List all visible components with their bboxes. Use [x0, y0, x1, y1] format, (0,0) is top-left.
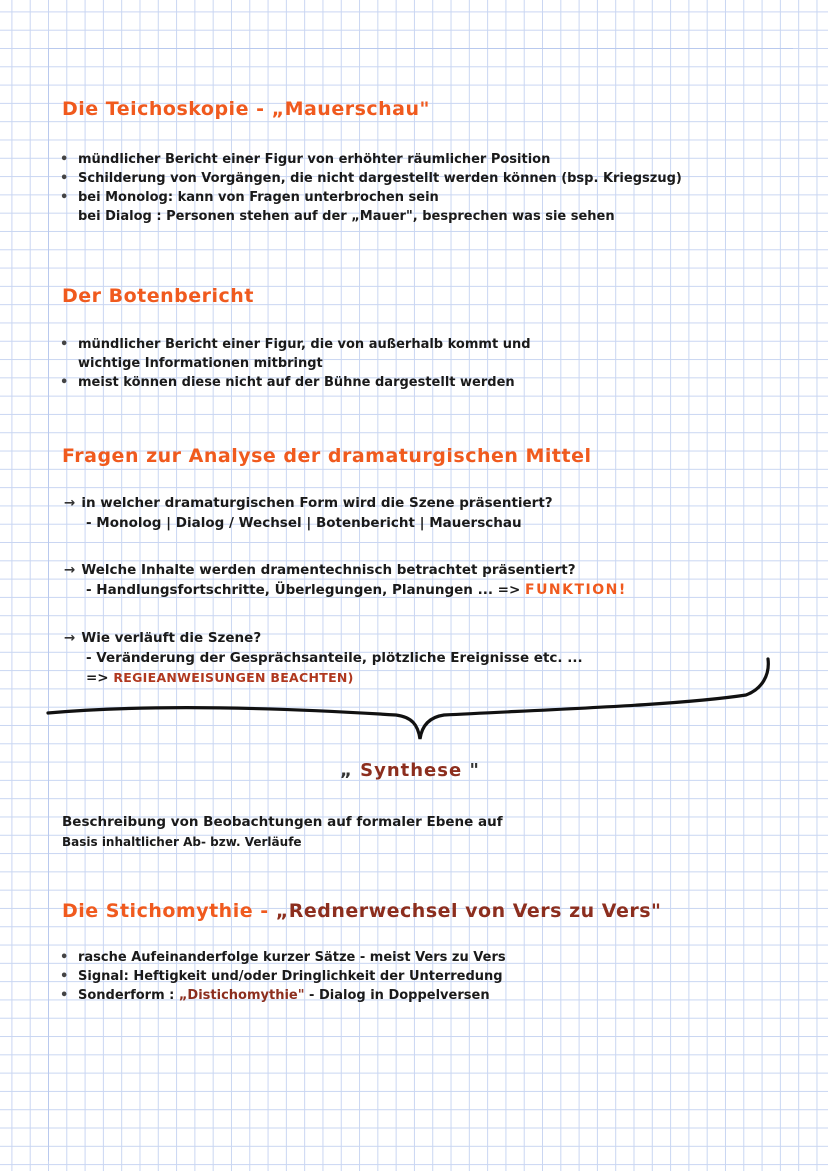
list-item: wichtige Informationen mitbringt: [78, 356, 323, 371]
regieanweisungen-note: REGIEANWEISUNGEN BEACHTEN): [113, 670, 354, 685]
synthese-description: [62, 812, 742, 852]
heading-teichoskopie-quote: „Mauerschau": [271, 98, 430, 120]
arrow-right-icon: →: [64, 630, 76, 646]
list-item: • mündlicher Bericht einer Figur von erhöhter räumlicher Position: [60, 150, 740, 169]
list-item: • bei Monolog: kann von Fragen unterbrochen sein: [60, 188, 740, 207]
sonderform-desc: - Dialog in Doppelversen: [304, 988, 490, 1003]
list-item: bei Dialog : Personen stehen auf der „Mauer", besprechen was sie sehen: [78, 209, 615, 224]
teichoskopie-list: [60, 150, 740, 226]
heading-synthese: [340, 760, 480, 781]
list-item: • meist können diese nicht auf der Bühne dargestellt werden: [60, 373, 740, 392]
list-item: [60, 986, 740, 1005]
quote-close: ": [469, 760, 480, 781]
answer-text: - Monolog | Dialog / Wechsel | Botenbericht | Mauerschau: [86, 515, 522, 531]
question-text: in welcher dramaturgischen Form wird die Szene präsentiert?: [81, 495, 553, 511]
question-text: Wie verläuft die Szene?: [81, 630, 262, 646]
list-item: • Signal: Heftigkeit und/oder Dringlichkeit der Unterredung: [60, 967, 740, 986]
arrow-right-icon: →: [64, 562, 76, 578]
heading-stichomythie-quote: „Rednerwechsel von Vers zu Vers": [275, 900, 662, 922]
quote-open: „: [340, 760, 353, 781]
synthese-word: Synthese: [360, 760, 463, 781]
list-item: • rasche Aufeinanderfolge kurzer Sätze - meist Vers zu Vers: [60, 948, 740, 967]
stichomythie-list: [60, 948, 740, 1005]
note-prefix: =>: [86, 670, 109, 686]
sonderform-label: Sonderform :: [78, 988, 175, 1003]
heading-stichomythie-main: Die Stichomythie -: [62, 900, 276, 922]
answer-text: - Veränderung der Gesprächsanteile, plötzliche Ereignisse etc. ...: [86, 650, 583, 666]
heading-stichomythie: [62, 900, 661, 922]
distichomythie-term: „Distichomythie": [178, 988, 305, 1003]
list-item: • Schilderung von Vorgängen, die nicht dargestellt werden können (bsp. Kriegszug): [60, 169, 740, 188]
answer-text: - Handlungsfortschritte, Überlegungen, Planungen ... =>: [86, 582, 521, 598]
synthese-line: Beschreibung von Beobachtungen auf formaler Ebene auf: [62, 814, 503, 830]
funktion-highlight: FUNKTION!: [525, 582, 627, 598]
arrow-right-icon: →: [64, 495, 76, 511]
curly-brace-icon: [40, 655, 780, 745]
heading-teichoskopie: [62, 98, 430, 120]
question-block-inhalte: [64, 560, 764, 600]
question-text: Welche Inhalte werden dramentechnisch betrachtet präsentiert?: [81, 562, 576, 578]
heading-teichoskopie-main: Die Teichoskopie -: [62, 98, 272, 120]
botenbericht-list: [60, 335, 740, 392]
list-item: • mündlicher Bericht einer Figur, die von außerhalb kommt und: [60, 335, 740, 354]
heading-botenbericht: Der Botenbericht: [62, 285, 254, 307]
question-block-form: [64, 493, 764, 533]
heading-fragen: Fragen zur Analyse der dramaturgischen Mittel: [62, 445, 592, 467]
synthese-line: Basis inhaltlicher Ab- bzw. Verläufe: [62, 835, 302, 849]
